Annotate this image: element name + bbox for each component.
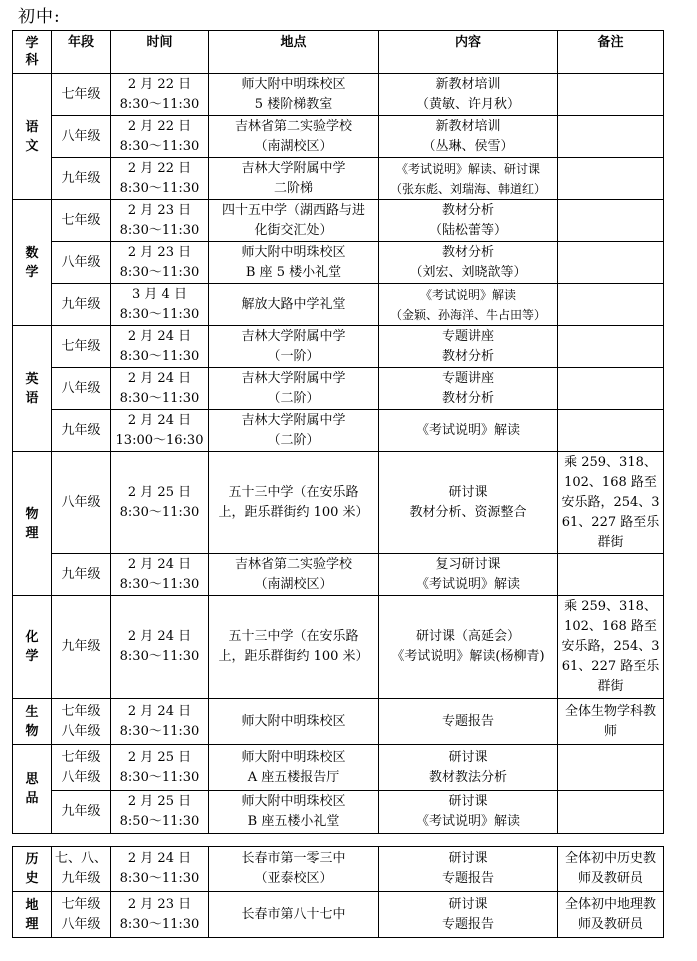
grade-cell: 九年级 bbox=[52, 596, 111, 699]
table-row bbox=[13, 745, 664, 791]
note-cell bbox=[558, 326, 664, 368]
content-cell: 教材分析 （刘宏、刘晓歆等） bbox=[379, 242, 558, 284]
grade-cell: 八年级 bbox=[52, 368, 111, 410]
table-row bbox=[13, 847, 664, 892]
note-cell bbox=[558, 200, 664, 242]
content-cell: 研讨课 教材分析、资源整合 bbox=[379, 452, 558, 554]
time-cell: 2 月 24 日 8:30～11:30 bbox=[111, 847, 209, 892]
note-cell bbox=[558, 158, 664, 200]
note-cell: 全体生物学科教师 bbox=[558, 699, 664, 745]
note-cell: 全体初中历史教师及教研员 bbox=[558, 847, 664, 892]
page-heading: 初中: bbox=[18, 7, 61, 27]
location-cell: 师大附中明珠校区 bbox=[209, 699, 379, 745]
content-cell: 专题报告 bbox=[379, 699, 558, 745]
time-cell: 2 月 22 日 8:30～11:30 bbox=[111, 74, 209, 116]
table-row bbox=[13, 74, 664, 116]
location-cell: 吉林省第二实验学校 （南湖校区） bbox=[209, 116, 379, 158]
location-cell: 师大附中明珠校区 B 座五楼小礼堂 bbox=[209, 791, 379, 834]
location-cell: 长春市第一零三中 （亚泰校区） bbox=[209, 847, 379, 892]
content-cell: 《考试说明》解读、研讨课 （张东彪、刘瑞海、韩道红） bbox=[379, 158, 558, 200]
location-cell: 师大附中明珠校区 B 座 5 楼小礼堂 bbox=[209, 242, 379, 284]
time-cell: 2 月 25 日 8:30～11:30 bbox=[111, 745, 209, 791]
content-cell: 《考试说明》解读 bbox=[379, 410, 558, 452]
table-row bbox=[13, 410, 664, 452]
time-cell: 3 月 4 日 8:30～11:30 bbox=[111, 284, 209, 326]
schedule-table bbox=[12, 30, 664, 834]
content-cell: 《考试说明》解读 （金颖、孙海洋、牛占田等） bbox=[379, 284, 558, 326]
table-row bbox=[13, 596, 664, 699]
note-cell bbox=[558, 410, 664, 452]
note-cell bbox=[558, 242, 664, 284]
table-row bbox=[13, 200, 664, 242]
time-cell: 2 月 23 日 8:30～11:30 bbox=[111, 892, 209, 938]
table-row bbox=[13, 699, 664, 745]
location-cell: 吉林大学附属中学 二阶梯 bbox=[209, 158, 379, 200]
content-cell: 专题讲座 教材分析 bbox=[379, 326, 558, 368]
subject-cell-lishi: 历史 bbox=[13, 847, 52, 892]
note-cell bbox=[558, 116, 664, 158]
time-cell: 2 月 22 日 8:30～11:30 bbox=[111, 116, 209, 158]
schedule-table-lower bbox=[12, 846, 664, 938]
header-time: 时间 bbox=[111, 31, 209, 74]
grade-cell: 七年级 八年级 bbox=[52, 699, 111, 745]
grade-cell: 八年级 bbox=[52, 452, 111, 554]
time-cell: 2 月 23 日 8:30～11:30 bbox=[111, 200, 209, 242]
table-row bbox=[13, 242, 664, 284]
time-cell: 2 月 24 日 8:30～11:30 bbox=[111, 554, 209, 596]
location-cell: 师大附中明珠校区 5 楼阶梯教室 bbox=[209, 74, 379, 116]
location-cell: 五十三中学（在安乐路 上，距乐群街约 100 米） bbox=[209, 452, 379, 554]
content-cell: 研讨课 专题报告 bbox=[379, 892, 558, 938]
content-cell: 研讨课 教材教法分析 bbox=[379, 745, 558, 791]
header-location: 地点 bbox=[209, 31, 379, 74]
grade-cell: 七、八、 九年级 bbox=[52, 847, 111, 892]
time-cell: 2 月 22 日 8:30～11:30 bbox=[111, 158, 209, 200]
location-cell: 吉林省第二实验学校 （南湖校区） bbox=[209, 554, 379, 596]
table-row bbox=[13, 158, 664, 200]
time-cell: 2 月 25 日 8:30～11:30 bbox=[111, 452, 209, 554]
time-cell: 2 月 25 日 8:50～11:30 bbox=[111, 791, 209, 834]
table-row bbox=[13, 368, 664, 410]
table-row bbox=[13, 116, 664, 158]
grade-cell: 九年级 bbox=[52, 554, 111, 596]
time-cell: 2 月 24 日 8:30～11:30 bbox=[111, 699, 209, 745]
location-cell: 吉林大学附属中学 （二阶） bbox=[209, 410, 379, 452]
header-row bbox=[13, 31, 664, 74]
time-cell: 2 月 23 日 8:30～11:30 bbox=[111, 242, 209, 284]
grade-cell: 七年级 八年级 bbox=[52, 892, 111, 938]
table-row bbox=[13, 326, 664, 368]
header-subject: 学科 bbox=[13, 31, 52, 74]
content-cell: 研讨课 专题报告 bbox=[379, 847, 558, 892]
table-row bbox=[13, 791, 664, 834]
note-cell: 全体初中地理教师及教研员 bbox=[558, 892, 664, 938]
content-cell: 研讨课（高延会） 《考试说明》解读(杨柳青) bbox=[379, 596, 558, 699]
note-cell bbox=[558, 284, 664, 326]
note-cell bbox=[558, 791, 664, 834]
time-cell: 2 月 24 日 8:30～11:30 bbox=[111, 326, 209, 368]
grade-cell: 八年级 bbox=[52, 116, 111, 158]
location-cell: 长春市第八十七中 bbox=[209, 892, 379, 938]
header-grade: 年段 bbox=[52, 31, 111, 74]
content-cell: 新教材培训 （丛琳、侯雪） bbox=[379, 116, 558, 158]
content-cell: 复习研讨课 《考试说明》解读 bbox=[379, 554, 558, 596]
header-note: 备注 bbox=[558, 31, 664, 74]
grade-cell: 九年级 bbox=[52, 284, 111, 326]
note-cell: 乘 259、318、102、168 路至安乐路，254、361、227 路至乐群街 bbox=[558, 596, 664, 699]
location-cell: 解放大路中学礼堂 bbox=[209, 284, 379, 326]
grade-cell: 九年级 bbox=[52, 791, 111, 834]
table-row bbox=[13, 892, 664, 938]
table-row bbox=[13, 452, 664, 554]
grade-cell: 七年级 bbox=[52, 74, 111, 116]
note-cell bbox=[558, 745, 664, 791]
content-cell: 专题讲座 教材分析 bbox=[379, 368, 558, 410]
subject-cell-wuli: 物理 bbox=[13, 452, 52, 596]
time-cell: 2 月 24 日 8:30～11:30 bbox=[111, 596, 209, 699]
content-cell: 教材分析 （陆松蕾等） bbox=[379, 200, 558, 242]
grade-cell: 九年级 bbox=[52, 410, 111, 452]
note-cell: 乘 259、318、102、168 路至安乐路，254、361、227 路至乐群街 bbox=[558, 452, 664, 554]
time-cell: 2 月 24 日 8:30～11:30 bbox=[111, 368, 209, 410]
subject-cell-shengwu: 生物 bbox=[13, 699, 52, 745]
subject-cell-sipin: 思品 bbox=[13, 745, 52, 834]
grade-cell: 七年级 八年级 bbox=[52, 745, 111, 791]
location-cell: 五十三中学（在安乐路 上，距乐群街约 100 米） bbox=[209, 596, 379, 699]
grade-cell: 七年级 bbox=[52, 326, 111, 368]
content-cell: 新教材培训 （黄敏、许月秋） bbox=[379, 74, 558, 116]
content-cell: 研讨课 《考试说明》解读 bbox=[379, 791, 558, 834]
location-cell: 四十五中学（湖西路与进 化街交汇处） bbox=[209, 200, 379, 242]
grade-cell: 八年级 bbox=[52, 242, 111, 284]
note-cell bbox=[558, 368, 664, 410]
table-row bbox=[13, 284, 664, 326]
subject-cell-yingyu: 英语 bbox=[13, 326, 52, 452]
subject-cell-huaxue: 化学 bbox=[13, 596, 52, 699]
note-cell bbox=[558, 74, 664, 116]
grade-cell: 九年级 bbox=[52, 158, 111, 200]
time-cell: 2 月 24 日 13:00～16:30 bbox=[111, 410, 209, 452]
location-cell: 吉林大学附属中学 （一阶） bbox=[209, 326, 379, 368]
subject-cell-shuxue: 数学 bbox=[13, 200, 52, 326]
subject-cell-yuwen: 语文 bbox=[13, 74, 52, 200]
subject-cell-dili: 地理 bbox=[13, 892, 52, 938]
note-cell bbox=[558, 554, 664, 596]
location-cell: 吉林大学附属中学 （二阶） bbox=[209, 368, 379, 410]
table-row bbox=[13, 554, 664, 596]
header-content: 内容 bbox=[379, 31, 558, 74]
grade-cell: 七年级 bbox=[52, 200, 111, 242]
location-cell: 师大附中明珠校区 A 座五楼报告厅 bbox=[209, 745, 379, 791]
